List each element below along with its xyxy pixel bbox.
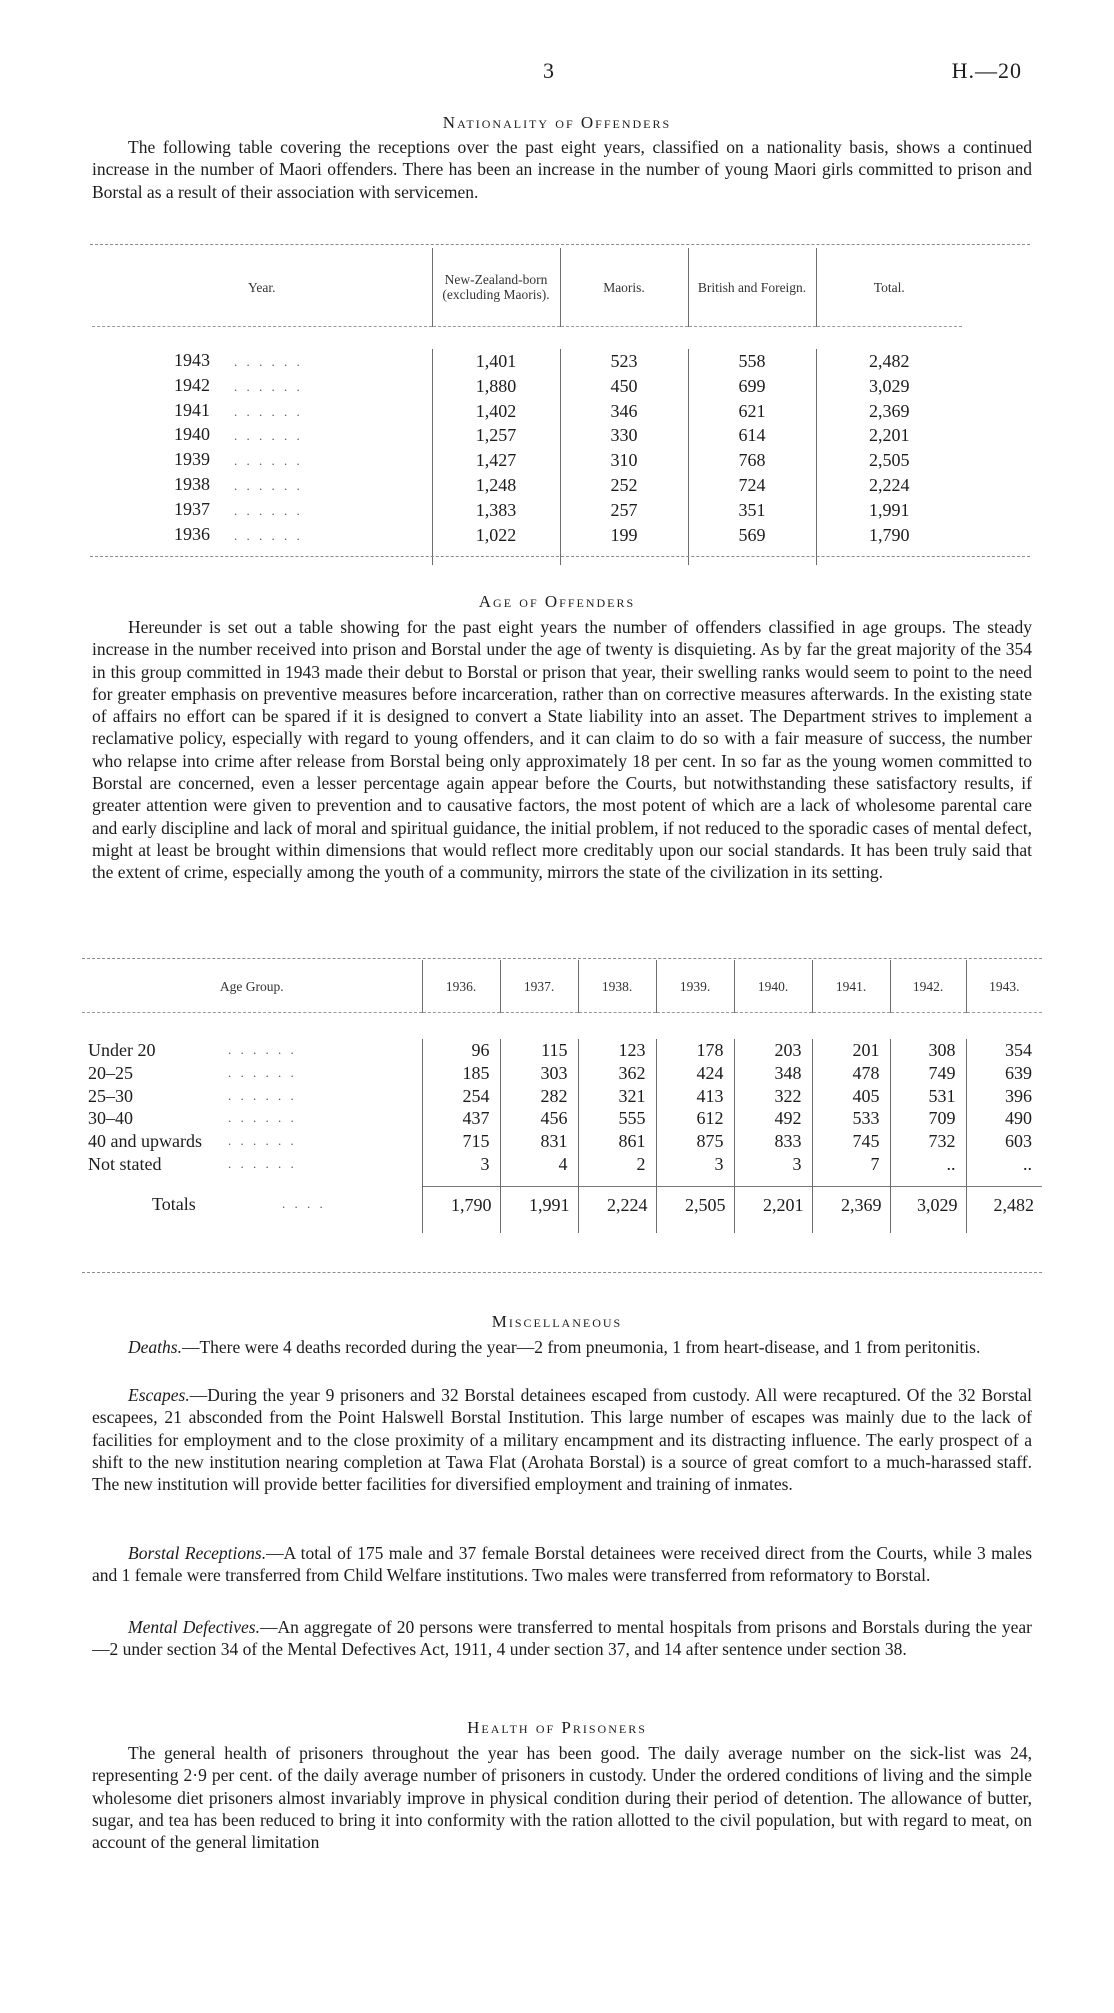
table-cell: 1,880 — [432, 374, 560, 399]
table-cell: 201 — [812, 1039, 890, 1062]
table-cell: 478 — [812, 1062, 890, 1085]
year-value: 1938 — [174, 473, 210, 494]
age-group-cell — [82, 1039, 422, 1062]
total-cell: 2,224 — [578, 1186, 656, 1223]
table-cell: 709 — [890, 1107, 966, 1130]
table-cell: 2,201 — [816, 423, 962, 448]
table-cell: 3 — [422, 1153, 500, 1176]
borstal-paragraph: Borstal Receptions.—A total of 175 male and 37 female Borstal detainees were received direct from the Courts, while 3 males and 1 female were transferred from Child Welfare institutions. Two males were transferred from reformatory to Borstal. — [92, 1543, 1032, 1586]
health-heading: Health of Prisoners — [467, 1718, 647, 1737]
table-row — [82, 1039, 1042, 1062]
table-cell: 96 — [422, 1039, 500, 1062]
table-row — [92, 473, 962, 498]
total-cell: 1,991 — [500, 1186, 578, 1223]
year-cell — [92, 423, 432, 448]
table-cell: 4 — [500, 1153, 578, 1176]
table-cell: 833 — [734, 1130, 812, 1153]
age-group-cell — [82, 1085, 422, 1108]
deaths-paragraph: Deaths.—There were 4 deaths recorded during the year—2 from pneumonia, 1 from heart-disease, and 1 from peritonitis. — [128, 1337, 981, 1357]
escapes-paragraph: Escapes.—During the year 9 prisoners and 32 Borstal detainees escaped from custody. All were recaptured. Of the 32 Borstal escapees, 21 absconded from the Point Halswell Borstal Institution. This large number of escapes was mainly due to the lack of facilities for employment and to the close proximity of a military encampment and its distracting influence. The early prospect of a shift to the new institution nearing completion at Tawa Flat (Arohata Borstal) is a source of great comfort to a much-harassed staff. The new institution will provide better facilities for diversified employment and training of inmates. — [92, 1385, 1032, 1495]
table-cell: 2,369 — [816, 399, 962, 424]
table-cell: 1,401 — [432, 349, 560, 374]
nationality-heading: Nationality of Offenders — [442, 113, 672, 132]
age-group-cell — [82, 1107, 422, 1130]
table-cell: 2,505 — [816, 448, 962, 473]
age-group-label: 25–30 — [88, 1085, 133, 1106]
table-cell: 321 — [578, 1085, 656, 1108]
leader-dots: . . . . . . — [228, 1133, 297, 1149]
table-row — [82, 1085, 1042, 1108]
age-group-label: 40 and upwards — [88, 1131, 202, 1152]
col-nz-born: New-Zealand-born (excluding Maoris). — [432, 248, 560, 327]
table-cell: 3 — [734, 1153, 812, 1176]
table-row — [92, 448, 962, 473]
leader-dots: . . . . . . — [234, 428, 303, 444]
table-cell: 257 — [560, 498, 688, 523]
age-paragraph: Hereunder is set out a table showing for the past eight years the number of offenders classified in age groups. The steady increase in the number received into prison and Borstal under the age of twenty is disquieting. As by far the great majority of the 354 in this group committed in 1943 made their debut to Borstal or prison that year, their swelling ranks would seem to point to the need for greater emphasis on preventive measures before incarceration, rather than on corrective measures afterwards. In the existing state of affairs no effort can be spared if it is designed to convert a State liability into an asset. The Department strives to implement a reclamative policy, especially with regard to young offenders, and it can claim to do so with a fair measure of success, the number who relapse into crime after release from Borstal being only approximately 18 per cent. In so far as the young women committed to Borstal are concerned, even a lesser percentage again appear before the Courts, but notwithstanding these satisfactory results, if greater attention were given to prevention and to causative factors, the most potent of which are a lack of wholesome parental care and early discipline and lack of moral and spiritual guidance, the initial problem, if not reduced to the sporadic cases of mental defect, might at least be brought within dimensions that would reflect more creditably upon our social standards. It has been truly said that the extent of crime, especially among the youth of a community, mirrors the state of the civilization in its setting. — [92, 617, 1032, 883]
age-group-label: 20–25 — [88, 1062, 133, 1083]
page-header — [0, 58, 1114, 90]
table-cell: 310 — [560, 448, 688, 473]
year-value: 1943 — [174, 350, 210, 370]
table-cell: 768 — [688, 448, 816, 473]
leader-dots: . . . . . . — [228, 1110, 297, 1126]
totals-row — [82, 1186, 1042, 1223]
leader-dots: . . . . . . — [234, 378, 303, 394]
table-cell: 612 — [656, 1107, 734, 1130]
table-row — [82, 1062, 1042, 1085]
table-cell: 621 — [688, 399, 816, 424]
health-paragraph: The general health of prisoners throughout the year has been good. The daily average number on the sick-list was 24, representing 2·9 per cent. of the daily average number of prisoners in custody. Under the ordered conditions of living and the simple wholesome diet prisoners almost invariably improve in physical condition during their period of detention. The allowance of butter, sugar, and tea has been reduced to bring it into conformity with the ration allotted to the civil population, but with regard to meat, on account of the general limitation — [92, 1743, 1032, 1853]
table-cell: 1,022 — [432, 523, 560, 548]
table-row — [92, 498, 962, 523]
table-cell: 749 — [890, 1062, 966, 1085]
table-row — [92, 523, 962, 548]
table-cell: 437 — [422, 1107, 500, 1130]
table-cell: 178 — [656, 1039, 734, 1062]
borstal-label: Borstal Receptions. — [128, 1543, 267, 1563]
nationality-table-header — [92, 248, 962, 327]
table-cell: 3,029 — [816, 374, 962, 399]
col-year-1939: 1939. — [656, 960, 734, 1013]
col-year-1936: 1936. — [422, 960, 500, 1013]
table-cell: 199 — [560, 523, 688, 548]
col-year-1941: 1941. — [812, 960, 890, 1013]
table-cell: 252 — [560, 473, 688, 498]
year-value: 1942 — [174, 374, 210, 395]
table-row — [92, 399, 962, 424]
total-cell: 2,201 — [734, 1186, 812, 1223]
leader-dots: . . . . . . — [228, 1064, 297, 1080]
table-row — [92, 423, 962, 448]
total-cell: 2,369 — [812, 1186, 890, 1223]
table-cell: 569 — [688, 523, 816, 548]
table-cell: 354 — [966, 1039, 1042, 1062]
table-cell: 699 — [688, 374, 816, 399]
table-row — [82, 1107, 1042, 1130]
table-cell: 362 — [578, 1062, 656, 1085]
table-cell: 555 — [578, 1107, 656, 1130]
total-cell: 2,505 — [656, 1186, 734, 1223]
mental-paragraph: Mental Defectives.—An aggregate of 20 persons were transferred to mental hospitals from prisons and Borstals during the year—2 under section 34 of the Mental Defectives Act, 1911, 4 under section 37, and 14 after sentence under section 38. — [92, 1617, 1032, 1660]
col-year-1937: 1937. — [500, 960, 578, 1013]
table-row — [82, 1130, 1042, 1153]
table-cell: 875 — [656, 1130, 734, 1153]
totals-label: Totals — [152, 1194, 196, 1215]
col-total: Total. — [816, 248, 962, 327]
table-cell: 303 — [500, 1062, 578, 1085]
year-cell — [92, 498, 432, 523]
table-bottom-rule — [90, 556, 1030, 557]
age-group-cell — [82, 1130, 422, 1153]
table-cell: 861 — [578, 1130, 656, 1153]
leader-dots: . . . . . . — [234, 477, 303, 493]
leader-dots: . . . . . . — [228, 1042, 297, 1057]
table-row — [82, 1153, 1042, 1176]
col-british-foreign: British and Foreign. — [688, 248, 816, 327]
table-cell: 424 — [656, 1062, 734, 1085]
year-cell — [92, 399, 432, 424]
year-value: 1936 — [174, 523, 210, 544]
col-year-1938: 1938. — [578, 960, 656, 1013]
table-cell: 533 — [812, 1107, 890, 1130]
table-cell: 2,482 — [816, 349, 962, 374]
table-cell: 1,402 — [432, 399, 560, 424]
table-cell: 603 — [966, 1130, 1042, 1153]
table-cell: 1,257 — [432, 423, 560, 448]
table-cell: 115 — [500, 1039, 578, 1062]
nationality-table — [92, 248, 962, 565]
age-table-header — [82, 960, 1042, 1013]
table-cell: 492 — [734, 1107, 812, 1130]
year-cell — [92, 349, 432, 374]
table-cell: 322 — [734, 1085, 812, 1108]
age-table-bottom-rule — [82, 1272, 1042, 1273]
table-cell: 348 — [734, 1062, 812, 1085]
col-year-1942: 1942. — [890, 960, 966, 1013]
table-cell: 254 — [422, 1085, 500, 1108]
age-heading: Age of Offenders — [478, 592, 636, 611]
page-number: 3 — [543, 58, 554, 83]
col-year-1940: 1940. — [734, 960, 812, 1013]
table-cell: 1,790 — [816, 523, 962, 548]
leader-dots: . . . . . . — [228, 1155, 297, 1171]
table-cell: 745 — [812, 1130, 890, 1153]
col-year: Year. — [247, 279, 276, 295]
nationality-paragraph: The following table covering the receptions over the past eight years, classified on a nationality basis, shows a continued increase in the number of Maori offenders. There has been an increase in the number of young Maori girls committed to prison and Borstal as a result of their association with servicemen. — [92, 137, 1032, 202]
table-cell: 2,224 — [816, 473, 962, 498]
escapes-label: Escapes. — [128, 1385, 190, 1405]
table-cell: 7 — [812, 1153, 890, 1176]
table-cell: .. — [966, 1153, 1042, 1176]
year-cell — [92, 448, 432, 473]
year-value: 1939 — [174, 449, 210, 470]
year-value: 1941 — [174, 399, 210, 420]
year-value: 1937 — [174, 498, 210, 519]
age-group-label: Under 20 — [88, 1040, 156, 1060]
table-cell: 330 — [560, 423, 688, 448]
leader-dots: . . . . . . — [234, 453, 303, 469]
table-cell: 203 — [734, 1039, 812, 1062]
table-cell: 3 — [656, 1153, 734, 1176]
table-cell: 405 — [812, 1085, 890, 1108]
leader-dots: . . . . — [282, 1196, 326, 1212]
age-group-cell — [82, 1062, 422, 1085]
totals-label-cell — [82, 1186, 422, 1223]
age-group-label: Not stated — [88, 1153, 162, 1174]
year-value: 1940 — [174, 424, 210, 445]
misc-heading: Miscellaneous — [491, 1312, 623, 1331]
table-cell: 490 — [966, 1107, 1042, 1130]
table-top-rule — [90, 244, 1030, 245]
mental-label: Mental Defectives. — [128, 1617, 260, 1637]
table-cell: 2 — [578, 1153, 656, 1176]
table-cell: 715 — [422, 1130, 500, 1153]
total-cell: 1,790 — [422, 1186, 500, 1223]
table-cell: 1,248 — [432, 473, 560, 498]
table-cell: 531 — [890, 1085, 966, 1108]
table-cell: 413 — [656, 1085, 734, 1108]
age-table — [82, 960, 1042, 1233]
table-cell: 614 — [688, 423, 816, 448]
leader-dots: . . . . . . — [228, 1087, 297, 1103]
age-group-label: 30–40 — [88, 1108, 133, 1129]
document-reference: H.—20 — [951, 58, 1022, 83]
leader-dots: . . . . . . — [234, 354, 303, 369]
table-cell: 346 — [560, 399, 688, 424]
age-table-top-rule — [82, 958, 1042, 959]
col-year-1943: 1943. — [966, 960, 1042, 1013]
table-cell: 558 — [688, 349, 816, 374]
year-cell — [92, 374, 432, 399]
table-cell: 1,427 — [432, 448, 560, 473]
table-cell: 1,991 — [816, 498, 962, 523]
table-cell: 639 — [966, 1062, 1042, 1085]
table-row — [92, 349, 962, 374]
col-maoris: Maoris. — [560, 248, 688, 327]
year-cell — [92, 523, 432, 548]
leader-dots: . . . . . . — [234, 502, 303, 518]
table-cell: 185 — [422, 1062, 500, 1085]
table-cell: 831 — [500, 1130, 578, 1153]
table-cell: 1,383 — [432, 498, 560, 523]
leader-dots: . . . . . . — [234, 527, 303, 543]
table-cell: 123 — [578, 1039, 656, 1062]
table-cell: 523 — [560, 349, 688, 374]
table-cell: 724 — [688, 473, 816, 498]
total-cell: 2,482 — [966, 1186, 1042, 1223]
table-cell: .. — [890, 1153, 966, 1176]
table-cell: 456 — [500, 1107, 578, 1130]
table-cell: 308 — [890, 1039, 966, 1062]
leader-dots: . . . . . . — [234, 403, 303, 419]
table-cell: 732 — [890, 1130, 966, 1153]
total-cell: 3,029 — [890, 1186, 966, 1223]
col-age-group: Age Group. — [219, 978, 284, 994]
year-cell — [92, 473, 432, 498]
table-cell: 351 — [688, 498, 816, 523]
table-row — [92, 374, 962, 399]
table-cell: 282 — [500, 1085, 578, 1108]
deaths-label: Deaths. — [128, 1337, 182, 1357]
age-group-cell — [82, 1153, 422, 1176]
table-cell: 396 — [966, 1085, 1042, 1108]
table-cell: 450 — [560, 374, 688, 399]
